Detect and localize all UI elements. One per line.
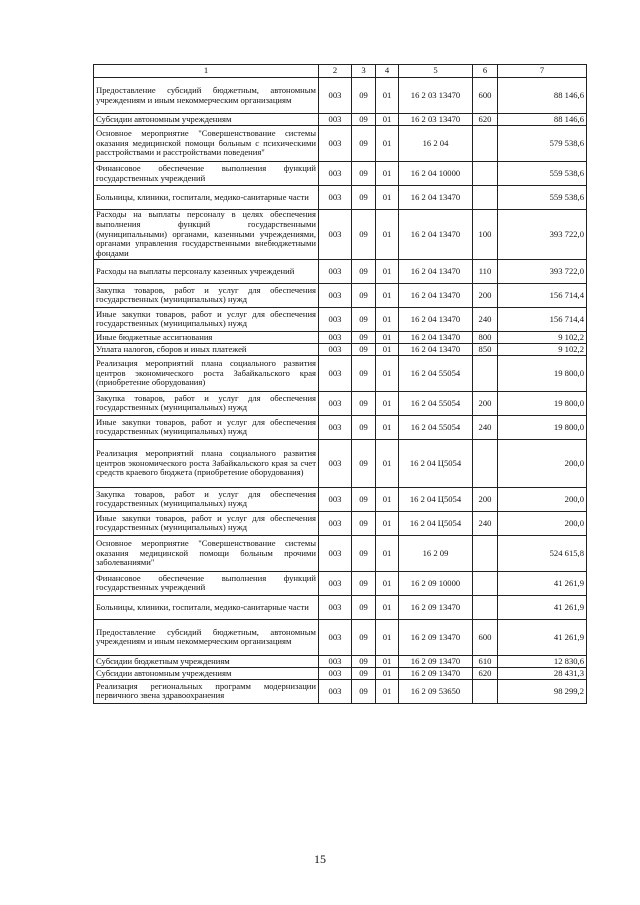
expense-type-cell [473, 595, 498, 619]
table-row [94, 487, 587, 511]
expense-type-cell: 600 [473, 619, 498, 655]
section-code-cell: 09 [352, 343, 376, 355]
target-article-cell: 16 2 09 13470 [399, 619, 473, 655]
target-article-cell: 16 2 04 55054 [399, 355, 473, 391]
expense-name-cell: Субсидии автономным учреждениям [94, 114, 319, 126]
subsection-code-cell: 01 [376, 667, 399, 679]
target-article-cell: 16 2 09 13470 [399, 667, 473, 679]
target-article-cell: 16 2 04 Ц5054 [399, 487, 473, 511]
target-article-cell: 16 2 03 13470 [399, 114, 473, 126]
table-header-row [94, 65, 587, 78]
ministry-code-cell: 003 [319, 210, 352, 260]
expense-type-cell [473, 535, 498, 571]
table-row [94, 78, 587, 114]
section-code-cell: 09 [352, 355, 376, 391]
target-article-cell: 16 2 04 13470 [399, 186, 473, 210]
expense-type-cell: 110 [473, 259, 498, 283]
target-article-cell: 16 2 04 13470 [399, 210, 473, 260]
subsection-code-cell: 01 [376, 186, 399, 210]
ministry-code-cell: 003 [319, 667, 352, 679]
expense-type-cell: 200 [473, 391, 498, 415]
amount-cell: 579 538,6 [498, 126, 587, 162]
section-code-cell: 09 [352, 487, 376, 511]
expense-type-cell: 200 [473, 283, 498, 307]
table-row [94, 331, 587, 343]
section-code-cell: 09 [352, 307, 376, 331]
ministry-code-cell: 003 [319, 571, 352, 595]
subsection-code-cell: 01 [376, 679, 399, 703]
table-row [94, 283, 587, 307]
section-code-cell: 09 [352, 439, 376, 487]
section-code-cell: 09 [352, 571, 376, 595]
expense-name-cell: Финансовое обеспечение выполнения функций государственных учреждений [94, 162, 319, 186]
amount-cell: 200,0 [498, 439, 587, 487]
subsection-code-cell: 01 [376, 78, 399, 114]
target-article-cell: 16 2 09 [399, 535, 473, 571]
expense-type-cell [473, 571, 498, 595]
subsection-code-cell: 01 [376, 535, 399, 571]
table-row [94, 571, 587, 595]
amount-cell: 9 102,2 [498, 343, 587, 355]
ministry-code-cell: 003 [319, 439, 352, 487]
target-article-cell: 16 2 04 [399, 126, 473, 162]
budget-table [93, 64, 587, 704]
ministry-code-cell: 003 [319, 162, 352, 186]
expense-name-cell: Субсидии автономным учреждениям [94, 667, 319, 679]
ministry-code-cell: 003 [319, 343, 352, 355]
expense-type-cell [473, 186, 498, 210]
target-article-cell: 16 2 04 55054 [399, 391, 473, 415]
amount-cell: 524 615,8 [498, 535, 587, 571]
expense-name-cell: Предоставление субсидий бюджетным, автономным учреждениям и иным некоммерческим организациям [94, 78, 319, 114]
table-row [94, 259, 587, 283]
ministry-code-cell: 003 [319, 619, 352, 655]
section-code-cell: 09 [352, 162, 376, 186]
section-code-cell: 09 [352, 655, 376, 667]
subsection-code-cell: 01 [376, 391, 399, 415]
section-code-cell: 09 [352, 667, 376, 679]
section-code-cell: 09 [352, 619, 376, 655]
amount-cell: 41 261,9 [498, 595, 587, 619]
subsection-code-cell: 01 [376, 355, 399, 391]
column-header: 1 [94, 65, 319, 78]
expense-name-cell: Иные закупки товаров, работ и услуг для обеспечения государственных (муниципальных) нужд [94, 511, 319, 535]
table-row [94, 415, 587, 439]
table-row [94, 126, 587, 162]
ministry-code-cell: 003 [319, 259, 352, 283]
expense-name-cell: Закупка товаров, работ и услуг для обеспечения государственных (муниципальных) нужд [94, 487, 319, 511]
table-row [94, 667, 587, 679]
table-row [94, 343, 587, 355]
subsection-code-cell: 01 [376, 415, 399, 439]
expense-name-cell: Иные бюджетные ассигнования [94, 331, 319, 343]
expense-type-cell: 610 [473, 655, 498, 667]
subsection-code-cell: 01 [376, 210, 399, 260]
subsection-code-cell: 01 [376, 511, 399, 535]
amount-cell: 200,0 [498, 511, 587, 535]
column-header: 6 [473, 65, 498, 78]
amount-cell: 393 722,0 [498, 210, 587, 260]
table-row [94, 619, 587, 655]
amount-cell: 88 146,6 [498, 114, 587, 126]
amount-cell: 12 830,6 [498, 655, 587, 667]
subsection-code-cell: 01 [376, 343, 399, 355]
expense-name-cell: Иные закупки товаров, работ и услуг для обеспечения государственных (муниципальных) нужд [94, 415, 319, 439]
subsection-code-cell: 01 [376, 307, 399, 331]
expense-type-cell [473, 679, 498, 703]
table-row [94, 307, 587, 331]
expense-type-cell: 240 [473, 511, 498, 535]
ministry-code-cell: 003 [319, 595, 352, 619]
expense-type-cell: 850 [473, 343, 498, 355]
subsection-code-cell: 01 [376, 571, 399, 595]
amount-cell: 559 538,6 [498, 186, 587, 210]
ministry-code-cell: 003 [319, 126, 352, 162]
expense-name-cell: Предоставление субсидий бюджетным, автономным учреждениям и иным некоммерческим организациям [94, 619, 319, 655]
expense-type-cell: 200 [473, 487, 498, 511]
target-article-cell: 16 2 09 10000 [399, 571, 473, 595]
expense-name-cell: Реализация мероприятий плана социального развития центров экономического роста Забайкальского края за счет средств краевого бюджета (приобретение оборудования) [94, 439, 319, 487]
ministry-code-cell: 003 [319, 391, 352, 415]
expense-type-cell: 240 [473, 415, 498, 439]
target-article-cell: 16 2 09 13470 [399, 595, 473, 619]
expense-name-cell: Больницы, клиники, госпитали, медико-санитарные части [94, 595, 319, 619]
section-code-cell: 09 [352, 259, 376, 283]
page-number: 15 [314, 852, 326, 866]
section-code-cell: 09 [352, 391, 376, 415]
ministry-code-cell: 003 [319, 679, 352, 703]
amount-cell: 156 714,4 [498, 307, 587, 331]
subsection-code-cell: 01 [376, 126, 399, 162]
section-code-cell: 09 [352, 535, 376, 571]
subsection-code-cell: 01 [376, 439, 399, 487]
ministry-code-cell: 003 [319, 415, 352, 439]
target-article-cell: 16 2 03 13470 [399, 78, 473, 114]
ministry-code-cell: 003 [319, 511, 352, 535]
section-code-cell: 09 [352, 331, 376, 343]
ministry-code-cell: 003 [319, 331, 352, 343]
table-row [94, 439, 587, 487]
target-article-cell: 16 2 04 55054 [399, 415, 473, 439]
expense-name-cell: Субсидии бюджетным учреждениям [94, 655, 319, 667]
table-row [94, 679, 587, 703]
amount-cell: 41 261,9 [498, 619, 587, 655]
subsection-code-cell: 01 [376, 487, 399, 511]
table-row [94, 162, 587, 186]
section-code-cell: 09 [352, 210, 376, 260]
amount-cell: 200,0 [498, 487, 587, 511]
section-code-cell: 09 [352, 595, 376, 619]
target-article-cell: 16 2 09 13470 [399, 655, 473, 667]
subsection-code-cell: 01 [376, 655, 399, 667]
target-article-cell: 16 2 04 10000 [399, 162, 473, 186]
expense-type-cell [473, 355, 498, 391]
expense-name-cell: Расходы на выплаты персоналу в целях обеспечения выполнения функций государственными (муниципальными) органами, казенными учреждениями, органами управления государственными внебюджетными фондами [94, 210, 319, 260]
amount-cell: 88 146,6 [498, 78, 587, 114]
target-article-cell: 16 2 04 Ц5054 [399, 439, 473, 487]
target-article-cell: 16 2 04 13470 [399, 307, 473, 331]
table-row [94, 511, 587, 535]
amount-cell: 19 800,0 [498, 415, 587, 439]
table-row [94, 355, 587, 391]
ministry-code-cell: 003 [319, 114, 352, 126]
ministry-code-cell: 003 [319, 655, 352, 667]
amount-cell: 28 431,3 [498, 667, 587, 679]
subsection-code-cell: 01 [376, 283, 399, 307]
table-body [94, 78, 587, 704]
column-header: 7 [498, 65, 587, 78]
target-article-cell: 16 2 04 13470 [399, 259, 473, 283]
column-header: 3 [352, 65, 376, 78]
expense-type-cell: 620 [473, 667, 498, 679]
expense-type-cell: 100 [473, 210, 498, 260]
section-code-cell: 09 [352, 679, 376, 703]
ministry-code-cell: 003 [319, 283, 352, 307]
amount-cell: 559 538,6 [498, 162, 587, 186]
column-header: 4 [376, 65, 399, 78]
expense-name-cell: Расходы на выплаты персоналу казенных учреждений [94, 259, 319, 283]
table-row [94, 186, 587, 210]
subsection-code-cell: 01 [376, 331, 399, 343]
amount-cell: 156 714,4 [498, 283, 587, 307]
section-code-cell: 09 [352, 283, 376, 307]
subsection-code-cell: 01 [376, 114, 399, 126]
ministry-code-cell: 003 [319, 186, 352, 210]
target-article-cell: 16 2 04 Ц5054 [399, 511, 473, 535]
section-code-cell: 09 [352, 186, 376, 210]
table-row [94, 535, 587, 571]
ministry-code-cell: 003 [319, 307, 352, 331]
expense-type-cell: 240 [473, 307, 498, 331]
expense-type-cell [473, 439, 498, 487]
table-row [94, 595, 587, 619]
expense-name-cell: Больницы, клиники, госпитали, медико-санитарные части [94, 186, 319, 210]
target-article-cell: 16 2 04 13470 [399, 343, 473, 355]
expense-name-cell: Закупка товаров, работ и услуг для обеспечения государственных (муниципальных) нужд [94, 283, 319, 307]
section-code-cell: 09 [352, 415, 376, 439]
expense-name-cell: Основное мероприятие "Совершенствование системы оказания медицинской помощи больным прочими заболеваниями" [94, 535, 319, 571]
subsection-code-cell: 01 [376, 619, 399, 655]
target-article-cell: 16 2 04 13470 [399, 283, 473, 307]
ministry-code-cell: 003 [319, 78, 352, 114]
expense-type-cell: 600 [473, 78, 498, 114]
expense-name-cell: Иные закупки товаров, работ и услуг для обеспечения государственных (муниципальных) нужд [94, 307, 319, 331]
table-row [94, 114, 587, 126]
amount-cell: 98 299,2 [498, 679, 587, 703]
expense-type-cell: 800 [473, 331, 498, 343]
expense-name-cell: Финансовое обеспечение выполнения функций государственных учреждений [94, 571, 319, 595]
amount-cell: 41 261,9 [498, 571, 587, 595]
expense-name-cell: Уплата налогов, сборов и иных платежей [94, 343, 319, 355]
table-row [94, 391, 587, 415]
section-code-cell: 09 [352, 511, 376, 535]
target-article-cell: 16 2 09 53650 [399, 679, 473, 703]
amount-cell: 393 722,0 [498, 259, 587, 283]
section-code-cell: 09 [352, 78, 376, 114]
expense-name-cell: Реализация мероприятий плана социального развития центров экономического роста Забайкальского края (приобретение оборудования) [94, 355, 319, 391]
section-code-cell: 09 [352, 114, 376, 126]
subsection-code-cell: 01 [376, 162, 399, 186]
amount-cell: 19 800,0 [498, 355, 587, 391]
column-header: 2 [319, 65, 352, 78]
amount-cell: 19 800,0 [498, 391, 587, 415]
expense-name-cell: Основное мероприятие "Совершенствование системы оказания медицинской помощи больным с психическими расстройствами и расстройствами поведения" [94, 126, 319, 162]
subsection-code-cell: 01 [376, 595, 399, 619]
ministry-code-cell: 003 [319, 487, 352, 511]
target-article-cell: 16 2 04 13470 [399, 331, 473, 343]
ministry-code-cell: 003 [319, 535, 352, 571]
expense-type-cell [473, 162, 498, 186]
expense-type-cell: 620 [473, 114, 498, 126]
amount-cell: 9 102,2 [498, 331, 587, 343]
ministry-code-cell: 003 [319, 355, 352, 391]
table-row [94, 210, 587, 260]
column-header: 5 [399, 65, 473, 78]
section-code-cell: 09 [352, 126, 376, 162]
table-row [94, 655, 587, 667]
expense-name-cell: Закупка товаров, работ и услуг для обеспечения государственных (муниципальных) нужд [94, 391, 319, 415]
expense-name-cell: Реализация региональных программ модернизации первичного звена здравоохранения [94, 679, 319, 703]
subsection-code-cell: 01 [376, 259, 399, 283]
expense-type-cell [473, 126, 498, 162]
